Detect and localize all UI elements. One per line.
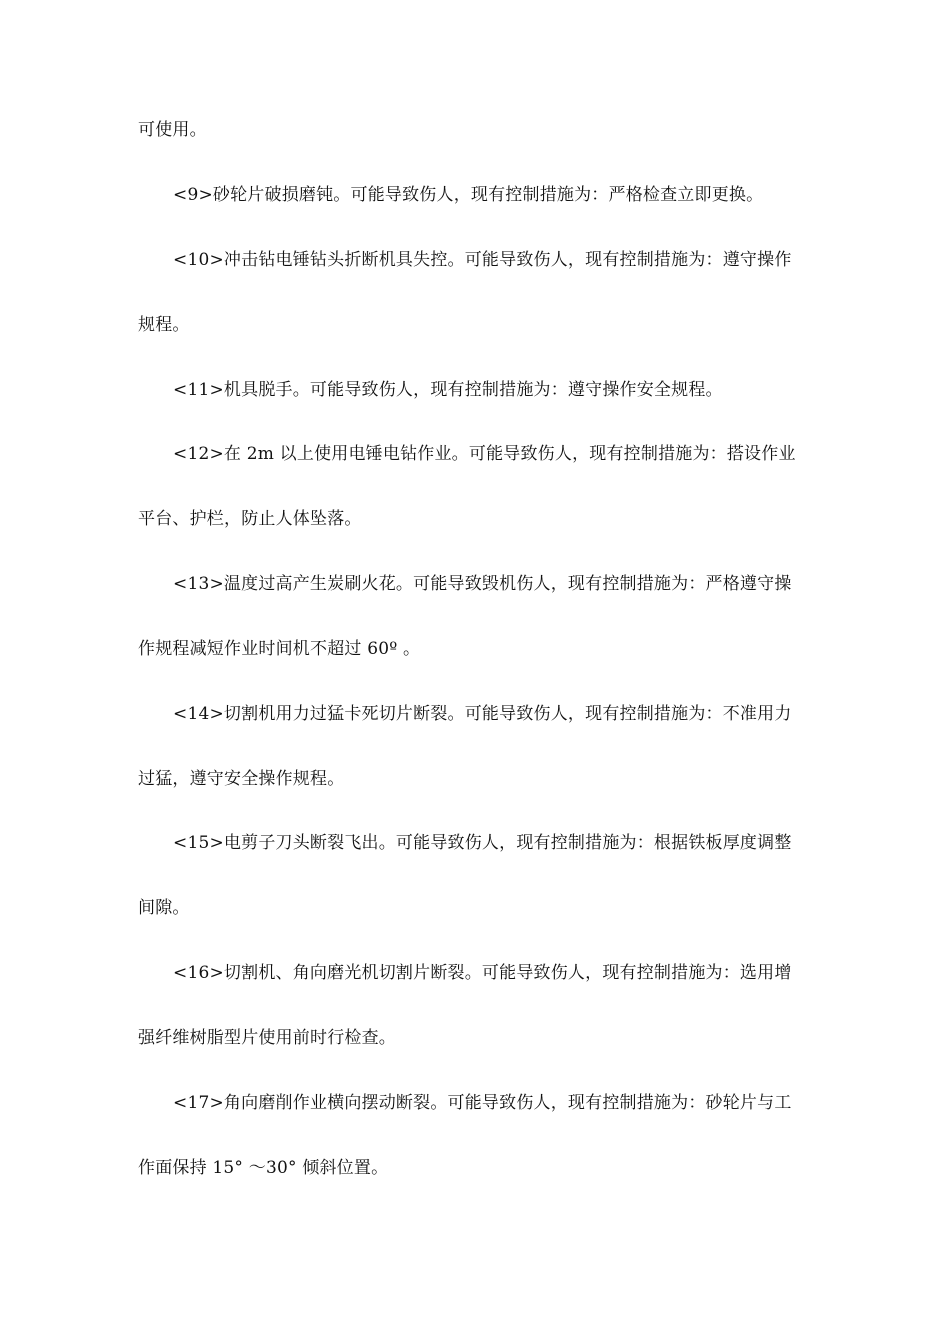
paragraph-line: <16>切割机、角向磨光机切割片断裂。可能导致伤人，现有控制措施为：选用增 bbox=[173, 963, 792, 983]
paragraph-line: 强纤维树脂型片使用前时行检查。 bbox=[138, 1028, 396, 1048]
paragraph-line: <11>机具脱手。可能导致伤人，现有控制措施为：遵守操作安全规程。 bbox=[173, 380, 723, 400]
paragraph-line: <9>砂轮片破损磨钝。可能导致伤人，现有控制措施为：严格检查立即更换。 bbox=[173, 185, 764, 205]
paragraph-line: 作面保持 15° ～30° 倾斜位置。 bbox=[138, 1158, 389, 1178]
paragraph-line: <12>在 2m 以上使用电锤电钻作业。可能导致伤人，现有控制措施为：搭设作业 bbox=[173, 444, 796, 464]
paragraph-line: 平台、护栏，防止人体坠落。 bbox=[138, 509, 362, 529]
paragraph-line: 过猛，遵守安全操作规程。 bbox=[138, 769, 345, 789]
paragraph-line: 间隙。 bbox=[138, 898, 190, 918]
paragraph-line: <13>温度过高产生炭刷火花。可能导致毁机伤人，现有控制措施为：严格遵守操 bbox=[173, 574, 792, 594]
paragraph-line: <14>切割机用力过猛卡死切片断裂。可能导致伤人，现有控制措施为：不准用力 bbox=[173, 704, 792, 724]
paragraph-line: <15>电剪子刀头断裂飞出。可能导致伤人，现有控制措施为：根据铁板厚度调整 bbox=[173, 833, 792, 853]
paragraph-line: 规程。 bbox=[138, 315, 190, 335]
paragraph-line: 作规程减短作业时间机不超过 60º 。 bbox=[138, 639, 421, 659]
paragraph-line: <10>冲击钻电锤钻头折断机具失控。可能导致伤人，现有控制措施为：遵守操作 bbox=[173, 250, 792, 270]
paragraph-line: 可使用。 bbox=[138, 120, 207, 140]
paragraph-line: <17>角向磨削作业横向摆动断裂。可能导致伤人，现有控制措施为：砂轮片与工 bbox=[173, 1093, 792, 1113]
